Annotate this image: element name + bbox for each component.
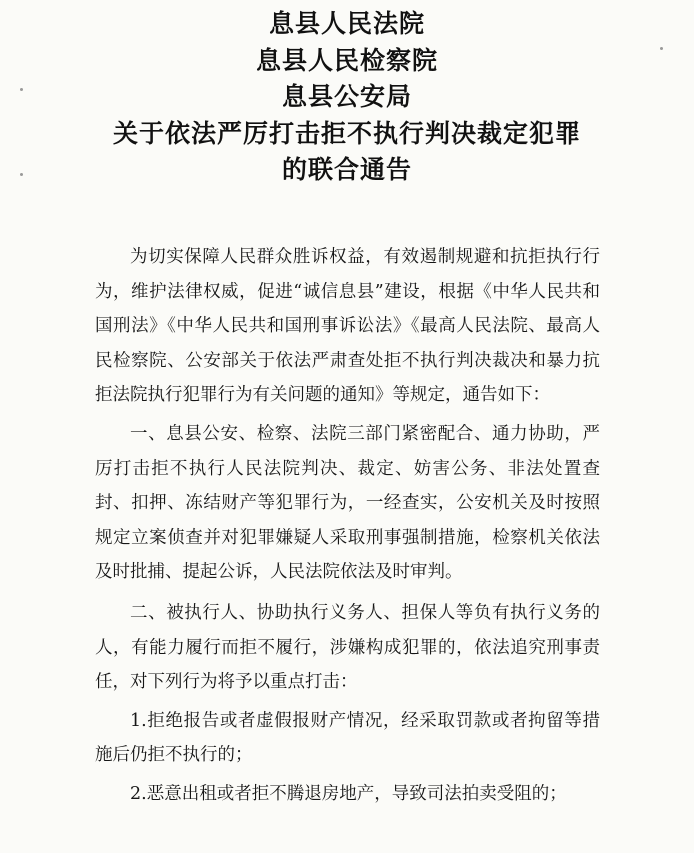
title-court: 息县人民法院 — [268, 9, 425, 38]
title-subject-end: 的联合通告 — [281, 155, 412, 184]
paragraph-intro: 为切实保障人民群众胜诉权益，有效遏制规避和抗拒执行行为，维护法律权威，促进“诚信息县”建设，根据《中华人民共和国刑法》《中华人民共和国刑事诉讼法》《最高人民法院、最高人民检察院、公安部关于依法严肃查处拒不执行判决裁决和暴力抗拒法院执行犯罪行为有关问题的通知》等规定，通告如下： — [95, 247, 600, 406]
paragraph-section-2: 二、被执行人、协助执行义务人、担保人等负有执行义务的人，有能力履行而拒不履行，涉嫌构成犯罪的，依法追究刑事责任，对下列行为将予以重点打击： — [95, 602, 600, 693]
paragraph-section-1: 一、息县公安、检察、法院三部门紧密配合、通力协助，严厉打击拒不执行人民法院判决、裁定、妨害公务、非法处置查封、扣押、冻结财产等犯罪行为，一经查实，公安机关及时按照规定立案侦查并对犯罪嫌疑人采取刑事强制措施，检察机关依法及时批捕、提起公诉，人民法院依法及时审判。 — [95, 423, 600, 583]
title-public-security: 息县公安局 — [281, 82, 412, 111]
paragraph-item-2: 2.恶意出租或者拒不腾退房地产，导致司法拍卖受阻的； — [130, 783, 567, 804]
notice-body — [95, 240, 600, 812]
title-subject: 关于依法严厉打击拒不执行判决裁定犯罪 — [112, 118, 581, 148]
title-procuratorate: 息县人民检察院 — [255, 45, 438, 75]
paragraph-item-1: 1.拒绝报告或者虚假报财产情况，经采取罚款或者拘留等措施后仍拒不执行的； — [95, 710, 600, 766]
notice-title-block — [0, 6, 694, 189]
